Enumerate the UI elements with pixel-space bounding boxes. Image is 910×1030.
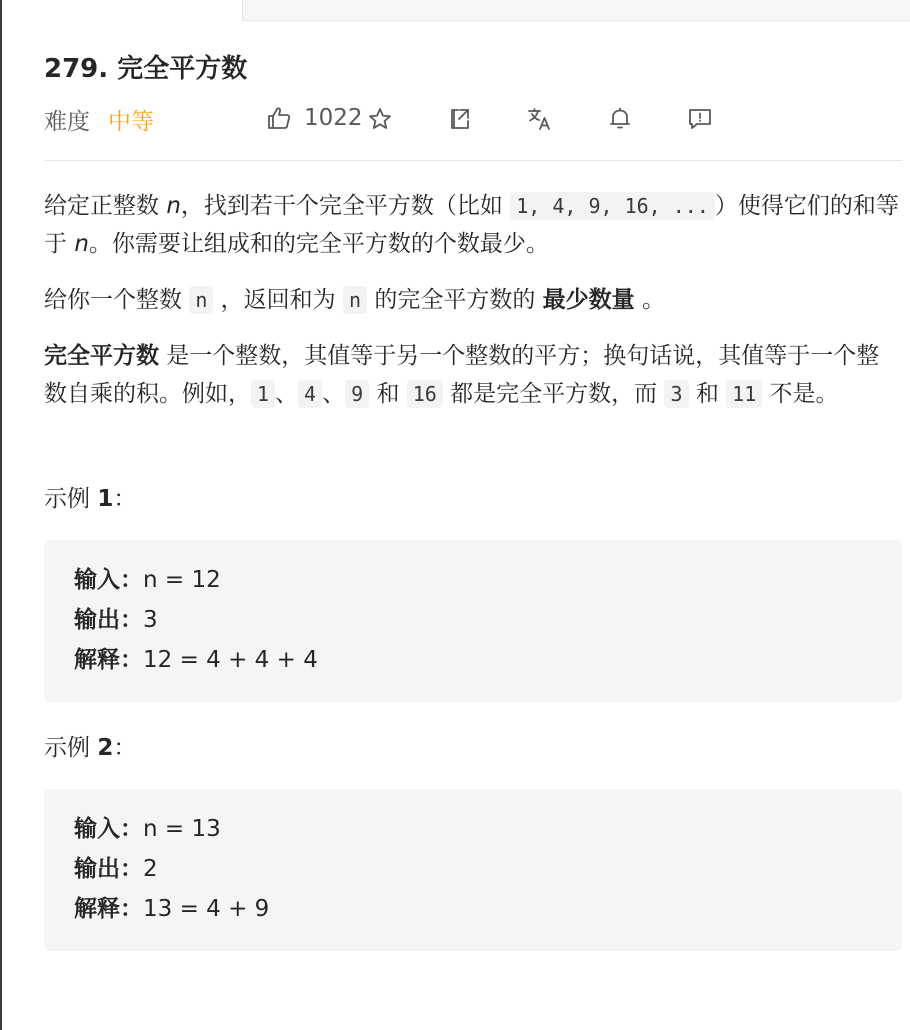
example-box [44, 789, 902, 951]
input-label: 输入： [74, 567, 143, 593]
inline-code: 11 [726, 380, 762, 408]
text: 给你一个整数 [44, 287, 190, 313]
input-value: n = 13 [143, 816, 221, 842]
example-title-colon: ： [113, 735, 137, 761]
output-label: 输出： [74, 856, 143, 882]
divider [44, 160, 902, 161]
page-title: 279. 完全平方数 [44, 54, 248, 84]
text: 。你需要让组成和的完全平方数的个数最少。 [88, 231, 549, 257]
example-number: 1 [97, 486, 114, 512]
like-button[interactable] [266, 105, 363, 131]
example-input-line [74, 560, 872, 600]
inline-code: 1, 4, 9, 16, ... [510, 192, 715, 220]
text: 。 [634, 287, 665, 313]
translate-icon[interactable] [527, 106, 553, 132]
explain-label: 解释： [74, 647, 143, 673]
text: 、 [275, 381, 299, 407]
example-explain-line [74, 640, 872, 680]
problem-meta-bar [44, 103, 902, 135]
description-paragraph-1 [44, 187, 902, 263]
input-value: n = 12 [143, 567, 221, 593]
inline-code: 1 [251, 380, 275, 408]
example-output-line [74, 849, 872, 889]
text: ，找到若干个完全平方数（比如 [180, 193, 511, 219]
example-title [44, 481, 902, 517]
example-explain-line [74, 889, 872, 929]
inline-code: 9 [345, 380, 369, 408]
explain-label: 解释： [74, 896, 143, 922]
top-tab-bar [242, 0, 910, 21]
star-icon[interactable] [367, 106, 393, 132]
thumbs-up-icon [266, 105, 292, 131]
text: 和 [369, 381, 407, 407]
variable-n: n [74, 231, 89, 257]
problem-description [44, 187, 902, 413]
text: 、 [322, 381, 346, 407]
description-paragraph-3 [44, 337, 902, 413]
example-number: 2 [97, 735, 114, 761]
feedback-icon[interactable] [687, 106, 713, 132]
text: 和 [688, 381, 727, 407]
description-paragraph-2 [44, 281, 902, 319]
like-count: 1022 [304, 105, 363, 131]
text: ，返回和为 [213, 287, 343, 313]
input-label: 输入： [74, 816, 143, 842]
output-value: 3 [143, 607, 158, 633]
example-box [44, 540, 902, 702]
inline-code: 16 [407, 380, 443, 408]
difficulty-badge: 中等 [108, 108, 154, 135]
example-title [44, 730, 902, 766]
text: 不是。 [762, 381, 839, 407]
bold-text: 完全平方数 [44, 343, 159, 369]
example-title-text: 示例 [44, 486, 98, 512]
bell-icon[interactable] [607, 106, 633, 132]
output-value: 2 [143, 856, 158, 882]
variable-n: n [166, 193, 181, 219]
text: ）使得它们的和等于 [44, 193, 899, 257]
text: 的完全平方数的 [367, 287, 543, 313]
difficulty-label: 难度 [44, 108, 90, 135]
inline-code: 3 [664, 380, 688, 408]
example-input-line [74, 809, 872, 849]
explain-value: 13 = 4 + 9 [143, 896, 270, 922]
text: 给定正整数 [44, 193, 167, 219]
text: 是一个整数，其值等于另一个整数的平方；换句话说，其值等于一个整数自乘的积。例如， [44, 343, 880, 407]
example-output-line [74, 600, 872, 640]
inline-code: 4 [298, 380, 322, 408]
output-label: 输出： [74, 607, 143, 633]
explain-value: 12 = 4 + 4 + 4 [143, 647, 318, 673]
example-title-colon: ： [113, 486, 137, 512]
text: 都是完全平方数，而 [442, 381, 665, 407]
problem-content [44, 50, 902, 951]
share-icon[interactable] [447, 106, 473, 132]
bold-text: 最少数量 [542, 287, 635, 313]
example-title-text: 示例 [44, 735, 98, 761]
inline-code: n [343, 286, 367, 314]
inline-code: n [189, 286, 213, 314]
